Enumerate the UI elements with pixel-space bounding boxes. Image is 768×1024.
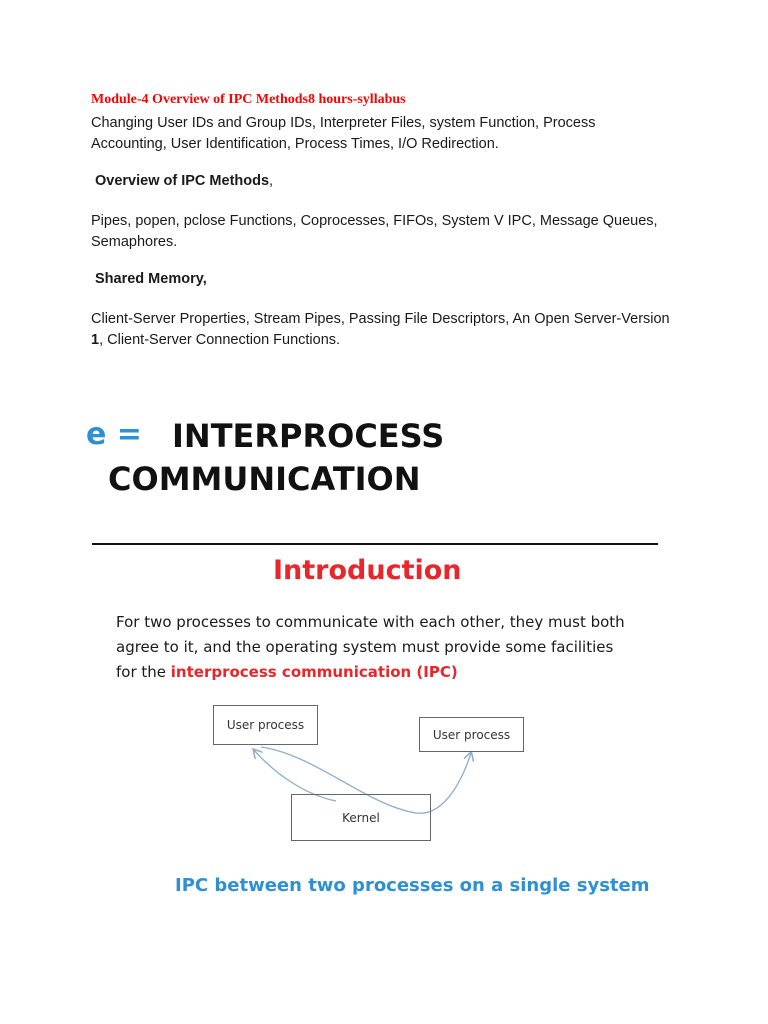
subheading-shared-memory: Shared Memory, — [95, 271, 207, 287]
slide-caption: IPC between two processes on a single system — [175, 875, 650, 896]
slide-body-line: agree to it, and the operating system must provide some facilities — [116, 638, 614, 656]
paragraph-line: Changing User IDs and Group IDs, Interpreter Files, system Function, Process — [91, 115, 596, 131]
subheading-ipc-methods — [95, 173, 273, 189]
user-process-box-left: User process — [213, 705, 318, 745]
module-heading: Module-4 Overview of IPC Methods8 hours-syllabus — [91, 92, 406, 107]
paragraph-line: Accounting, User Identification, Process Times, I/O Redirection. — [91, 136, 499, 152]
slide-title — [108, 415, 444, 501]
slide-image — [86, 395, 686, 935]
paragraph-line — [91, 330, 691, 351]
slide-body-line — [116, 660, 676, 685]
subheading-suffix: , — [269, 173, 274, 189]
syllabus-paragraph-3 — [91, 309, 691, 351]
kernel-box: Kernel — [291, 794, 431, 841]
subheading-text: Overview of IPC Methods — [95, 173, 270, 189]
syllabus-paragraph-2 — [91, 211, 691, 253]
slide-section-title: Introduction — [273, 555, 462, 586]
paragraph-line: Client-Server Properties, Stream Pipes, Passing File Descriptors, An Open Server-Version — [91, 311, 670, 327]
slide-body-prefix: for the — [116, 663, 171, 681]
slide-title-line: COMMUNICATION — [108, 460, 421, 498]
slide-body-highlight: interprocess communication (IPC) — [170, 663, 458, 681]
paragraph-line: Pipes, popen, pclose Functions, Coprocesses, FIFOs, System V IPC, Message Queues, — [91, 213, 658, 229]
syllabus-paragraph-1 — [91, 113, 691, 155]
slide-title-line: INTERPROCESS — [172, 417, 445, 455]
paragraph-line: Semaphores. — [91, 234, 178, 250]
slide-body-line: For two processes to communicate with each other, they must both — [116, 613, 625, 631]
ipc-diagram — [86, 695, 686, 855]
slide-divider — [92, 543, 658, 545]
version-number: 1 — [91, 332, 100, 348]
user-process-box-right: User process — [419, 717, 524, 752]
paragraph-line-rest: , Client-Server Connection Functions. — [99, 332, 341, 348]
slide-body-text — [116, 610, 676, 685]
slide-bullet: e = — [86, 417, 142, 452]
